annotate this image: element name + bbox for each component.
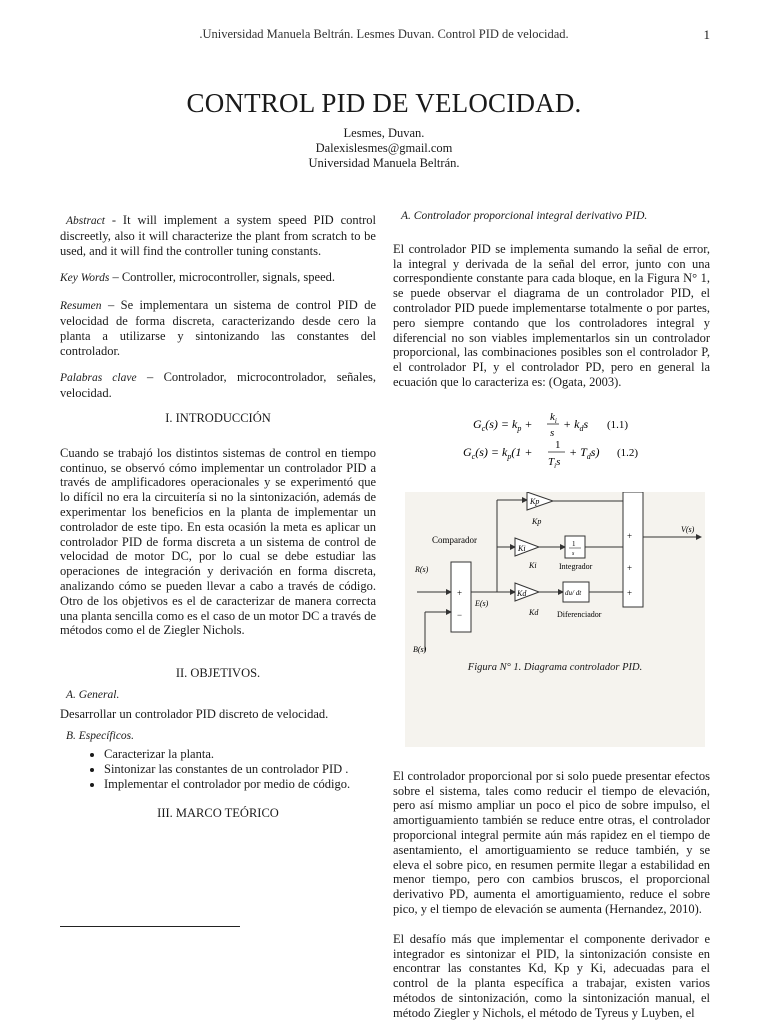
list-item: • Implementar el controlador por medio de código. (104, 777, 376, 792)
figure-caption: Figura N° 1. Diagrama controlador PID. (467, 661, 643, 673)
author-affiliation: Universidad Manuela Beltrán. (308, 156, 460, 170)
right-column (393, 209, 710, 1021)
equation-2-svg (393, 438, 710, 470)
comparator-minus: − (457, 609, 463, 620)
kp-label: Kp (532, 516, 542, 526)
palabras-clave (60, 370, 376, 401)
running-header (0, 27, 768, 45)
pid-diagram (405, 492, 705, 655)
list-item: • Caracterizar la planta. (104, 747, 376, 762)
kd-label: Kd (529, 607, 539, 617)
page-number: 1 (703, 27, 710, 42)
marco-heading: III. MARCO TEÓRICO (157, 805, 279, 820)
resumen (60, 298, 376, 358)
deriv-label: du/ dt (565, 588, 582, 597)
summer-plus-1: + (627, 530, 633, 541)
integrador-label: Integrador (559, 561, 593, 571)
author-name: Lesmes, Duvan. (343, 126, 425, 140)
integ-num: 1 (572, 539, 576, 548)
svg-text:+ Tds): + $T_ds$) (569, 444, 600, 461)
summer-plus-3: + (627, 587, 633, 598)
especificos-list (60, 747, 376, 791)
svg-text:ki: $k_i$ (550, 410, 557, 425)
running-title: .Universidad Manuela Beltrán. Lesmes Duvan. Control PID de velocidad. (199, 27, 569, 41)
svg-text:+ kds: + $k_ds$ (563, 416, 589, 433)
abstract (60, 213, 376, 258)
author-block (0, 126, 768, 171)
resumen-label: Resumen (60, 300, 102, 313)
objetivos-heading: II. OBJETIVOS. (175, 666, 261, 681)
keywords (60, 270, 376, 286)
comparador-label: Comparador (432, 534, 477, 545)
general-heading: A. General. (66, 688, 120, 701)
para-3: El desafío más que implementar el componente derivador e integrador es sintonizar el PID, la sintonización consiste en encontrar las constantes Kd, Kp y Ki, adecuadas para el control de la planta específica a trabajar, existen varios métodos de sintonización, como la sintonización manual, el método Ziegler y Nichols, el método de Tyreus y Luyben, el (393, 931, 710, 1020)
eq2-number: (1.2) (617, 446, 639, 459)
abstract-label: Abstract (66, 215, 105, 227)
intro-heading: I. INTRODUCCIÓN (165, 410, 271, 425)
author-email: Dalexislesmes@gmail.com (315, 141, 453, 155)
palabras-clave-text: – Controlador, microcontrolador, señales, velocidad. (60, 370, 376, 401)
keywords-label: Key Words (60, 272, 110, 285)
svg-text:Gc(s) = kp +: $G_c(s) = k_p$ + (473, 416, 533, 433)
especificos-heading: B. Específicos. (66, 729, 135, 742)
pid-heading: A. Controlador proporcional integral derivativo PID. (401, 210, 648, 222)
comparator-plus: + (457, 587, 463, 598)
e-label: E(s) (475, 598, 489, 608)
ki-label: Ki (529, 560, 537, 570)
summer-plus-2: + (627, 562, 633, 573)
b-label: B(s) (413, 644, 427, 654)
intro-text: Cuando se trabajó los distintos sistemas de control en tiempo continuo, se observó cómo implementar un controlador PID a través de amplificadores operacionales y se experimentó que lo difícil no era la circuitería si no la sintonización, además de experimentar los beneficios en la planta de implementar un controlador de este tipo. En esta ocasión la meta es aplicar un controlador PID de forma discreta a un sistema de control de velocidad de motor DC, por lo cual se debe estudiar las operaciones de integración y derivación en forma discreta, analizando cómo se pueden llevar a cabo a través de código. Otro de los objetivos es el de caracterizar de manera correcta una planta sencilla como es el caso de un motor DC a través de métodos como el de Ziegler Nichols. (60, 445, 376, 638)
diferenciador-label: Diferenciador (557, 609, 602, 619)
v-label: V(s) (681, 524, 695, 534)
svg-text:Tis: $T_is$ (548, 455, 561, 470)
summer-block (623, 492, 643, 607)
list-item: • Sintonizar las constantes de un controlador PID . (104, 762, 376, 777)
kp-block-label: Kp (530, 496, 540, 506)
svg-text:Gc(s) = kp(1 +: $G_c(s) = k_p(1$ + (463, 444, 533, 461)
resumen-text: – Se implementara un sistema de control PID de velocidad de forma discreta, caracterizando desde cero la planta a utilizarse y sintonizando las constantes del controlador. (60, 298, 376, 358)
footnote-rule (60, 926, 240, 927)
equation-2 (393, 438, 710, 470)
equation-1-svg (393, 408, 710, 438)
keywords-text: – Controller, microcontroller, signals, speed. (109, 270, 335, 285)
para-2: El controlador proporcional por si solo puede presentar efectos sobre el sistema, tales como reducir el tiempo de elevación, pero así mismo ampliar un poco el pico de sobre impulso, el amortiguamiento también se reduce entre otras, el controlador proporcional integral permite aún más rapidez en el tiempo de asentamiento, el amortiguamiento se reduce también, y se eleva el sobre pico, en resumen permite llegar a estabilidad en menor tiempo, pero con cambios bruscos, el proporcional derivativo PD, aumenta el amortiguamiento, reduce el sobre pico, y el tiempo de elevación se aumenta (Hernandez, 2010). (393, 768, 710, 916)
palabras-clave-label: Palabras clave (60, 372, 137, 385)
kd-block-label: Kd (517, 588, 527, 598)
equation-1 (393, 408, 710, 438)
svg-text:s: s (550, 426, 555, 438)
pid-diagram-figure (405, 492, 705, 747)
general-text: Desarrollar un controlador PID discreto de velocidad. (60, 706, 329, 721)
paper-title: CONTROL PID DE VELOCIDAD. (186, 88, 582, 118)
eq1-number: (1.1) (607, 418, 629, 431)
ki-block-label: Ki (518, 543, 526, 553)
abstract-text: - It will implement a system speed PID control discreetly, also it will characterize the plant from scratch to be used, and it will find the controller tuning constants. (60, 213, 376, 258)
pid-text: El controlador PID se implementa sumando la señal de error, la integral y derivada de la señal del error, junto con una correspondiente constante para cada bloque, en la Figura N° 1, se puede observar el diagrama de un controlador PID, el controlador PID puede implementarse totalmente o por partes, pero siempre contando que los controladores integral y diferencial no son viables implementarlos sin un controlador proporcional, las combinaciones posibles son el controlador P, el controlador PI, y el controlador PD, pero en general la ecuación que lo caracteriza es: (Ogata, 2003). (393, 241, 710, 389)
r-label: R(s) (415, 564, 429, 574)
integ-den: s (572, 550, 575, 557)
svg-text:1: 1 (555, 438, 561, 451)
left-column (60, 213, 376, 821)
